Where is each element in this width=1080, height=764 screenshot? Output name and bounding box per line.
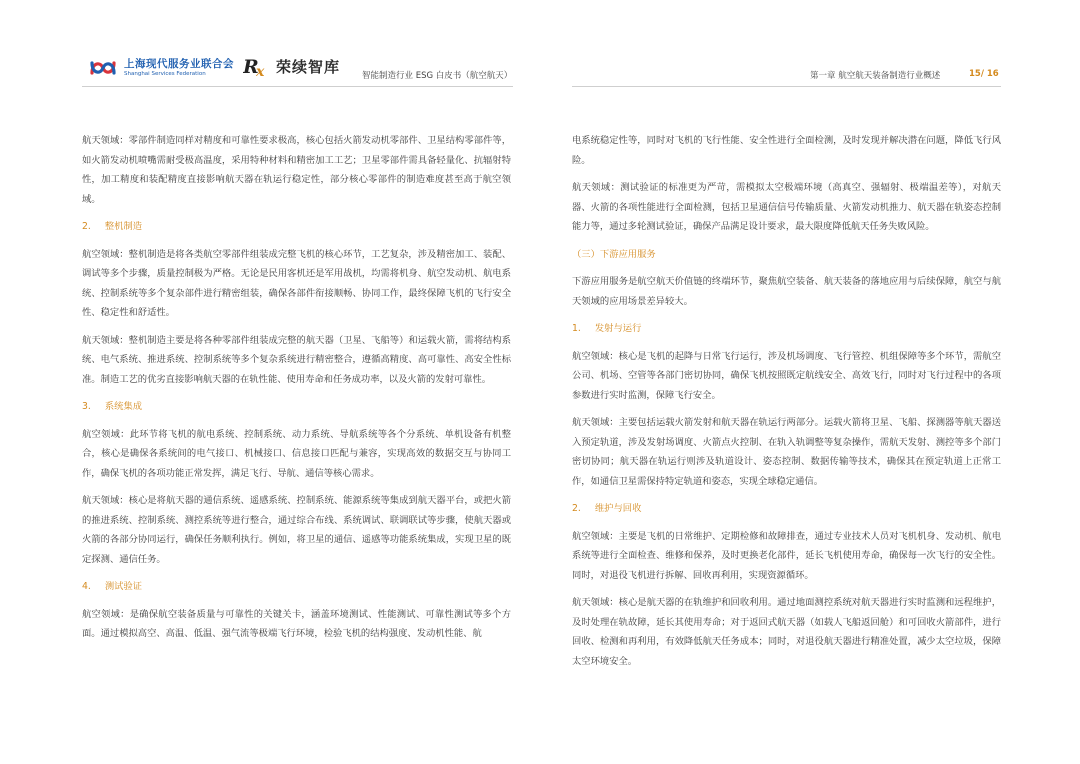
section-number: 3. [82, 401, 91, 412]
right-text-column [572, 131, 1001, 679]
body-paragraph: 航空领域：是确保航空装备质量与可靠性的关键关卡，涵盖环境测试、性能测试、可靠性测试等多个方面。通过模拟高空、高温、低温、强气流等极端飞行环境，检验飞机的结构强度、发动机性能、航 [82, 608, 511, 639]
federation-logo-icon [88, 57, 118, 79]
brand-name: 荣续智库 [276, 57, 341, 76]
document-title: 智能制造行业 ESG 白皮书（航空航天） [362, 71, 513, 81]
body-paragraph: 航天领域：测试验证的标准更为严苛，需模拟太空极端环境（高真空、强辐射、极端温差等），对航天器、火箭的各项性能进行全面检测，包括卫星通信信号传输质量、火箭发动机推力、航天器在轨姿态控制能力等，通过多轮测试验证，确保产品满足设计要求，最大限度降低航天任务失败风险。 [572, 182, 1001, 232]
body-paragraph: 航空领域：主要是飞机的日常维护、定期检修和故障排查，通过专业技术人员对飞机机身、发动机、航电系统等进行全面检查、维修和保养，及时更换老化部件，延长飞机使用寿命，确保每一次飞行的安全性。同时，对退役飞机进行拆解、回收再利用，实现资源循环。 [572, 530, 1001, 581]
section-heading [82, 397, 511, 417]
body-paragraph: 航空领域：整机制造是将各类航空零部件组装成完整飞机的核心环节，工艺复杂，涉及精密加工、装配、调试等多个步骤，质量控制极为严格。无论是民用客机还是军用战机，均需将机身、航空发动机、航电系统、控制系统等多个复杂部件进行精密组装，确保各部件衔接顺畅、协同工作，最终保障飞机的飞行安全性、稳定性和舒适性。 [82, 248, 511, 318]
section-heading-text: 维护与回收 [594, 503, 642, 514]
section-number: 1. [572, 323, 581, 334]
section-number: 2. [572, 503, 581, 514]
rx-logo-icon [243, 54, 271, 78]
page-number: 15/ 16 [969, 69, 999, 79]
header-divider-left [82, 86, 513, 87]
section-heading-text: 整机制造 [104, 221, 143, 232]
section-heading [82, 217, 511, 237]
body-paragraph: 航天领域：核心是将航天器的通信系统、遥感系统、控制系统、能源系统等集成到航天器平台，或把火箭的推进系统、控制系统、测控系统等进行整合，通过综合布线、系统调试、联调联试等步骤，使航天器或火箭的各部分协同运行，确保任务顺利执行。例如，将卫星的通信、遥感等功能系统集成，实现卫星的既定探测、通信任务。 [82, 495, 511, 565]
section-heading-text: 发射与运行 [594, 323, 642, 334]
section-heading [572, 319, 1001, 339]
body-paragraph: 航天领域：核心是航天器的在轨维护和回收利用。通过地面测控系统对航天器进行实时监测和远程维护，及时处理在轨故障，延长其使用寿命；对于返回式航天器（如载人飞船返回舱）和可回收火箭部件，进行回收、检测和再利用，有效降低航天任务成本；同时，对退役航天器进行精准处置，减少太空垃圾，保障太空环境安全。 [572, 597, 1001, 667]
section-heading-text: （三）下游应用服务 [572, 248, 656, 260]
body-paragraph: 下游应用服务是航空航天价值链的终端环节，聚焦航空装备、航天装备的落地应用与后续保障，航空与航天领域的应用场景差异较大。 [572, 276, 1001, 307]
section-heading [82, 577, 511, 597]
federation-logo [88, 56, 234, 80]
svg-text:x: x [256, 64, 265, 78]
section-heading [572, 245, 1001, 265]
body-paragraph: 航天领域：主要包括运载火箭发射和航天器在轨运行两部分。运载火箭将卫星、飞船、探测器等航天器送入预定轨道，涉及发射场调度、火箭点火控制、在轨入轨调整等复杂操作，需航天发射、测控等多个部门密切协同；航天器在轨运行则涉及轨道设计、姿态控制、数据传输等技术，确保其在预定轨道上正常工作，如通信卫星需保持特定轨道和姿态，实现全球稳定通信。 [572, 417, 1001, 487]
federation-name-cn: 上海现代服务业联合会 [124, 58, 234, 70]
body-paragraph: 航空领域：核心是飞机的起降与日常飞行运行，涉及机场调度、飞行管控、机组保障等多个环节，需航空公司、机场、空管等各部门密切协同，确保飞机按照既定航线安全、高效飞行，同时对飞行过程中的各项参数进行实时监测，保障飞行安全。 [572, 350, 1001, 401]
page-header [0, 0, 1080, 100]
section-number: 4. [82, 581, 91, 592]
federation-name-en: Shanghai Services Federation [124, 70, 206, 77]
section-heading [572, 499, 1001, 519]
brand-logo [243, 53, 340, 79]
body-paragraph: 航空领域：此环节将飞机的航电系统、控制系统、动力系统、导航系统等各个分系统、单机设备有机整合，核心是确保各系统间的电气接口、机械接口、信息接口匹配与兼容，实现高效的数据交互与协同工作，确保飞机的各项功能正常发挥，满足飞行、导航、通信等核心需求。 [82, 428, 511, 479]
header-divider-right [572, 86, 1001, 87]
section-heading-text: 测试验证 [104, 581, 143, 592]
section-number: 2. [82, 221, 91, 232]
body-paragraph: 电系统稳定性等，同时对飞机的飞行性能、安全性进行全面检测，及时发现并解决潜在问题，降低飞行风险。 [572, 135, 1001, 166]
body-paragraph: 航天领域：整机制造主要是将各种零部件组装成完整的航天器（卫星、飞船等）和运载火箭，需将结构系统、电气系统、推进系统、控制系统等多个复杂系统进行精密整合，遵循高精度、高可靠性、高安全性标准。制造工艺的优劣直接影响航天器的在轨性能、使用寿命和任务成功率，以及火箭的发射可靠性。 [82, 334, 511, 385]
chapter-title: 第一章 航空航天装备制造行业概述 [810, 71, 941, 81]
section-heading-text: 系统集成 [104, 401, 143, 412]
svg-text:R: R [243, 56, 259, 78]
left-text-column [82, 131, 511, 652]
body-paragraph: 航天领域：零部件制造同样对精度和可靠性要求极高，核心包括火箭发动机零部件、卫星结构零部件等，如火箭发动机喷嘴需耐受极高温度，采用特种材料和精密加工工艺；卫星零部件需具备轻量化、抗辐射特性，加工精度和装配精度直接影响航天器在轨运行稳定性，部分核心零部件的制造难度甚至高于航空领域。 [82, 135, 511, 205]
